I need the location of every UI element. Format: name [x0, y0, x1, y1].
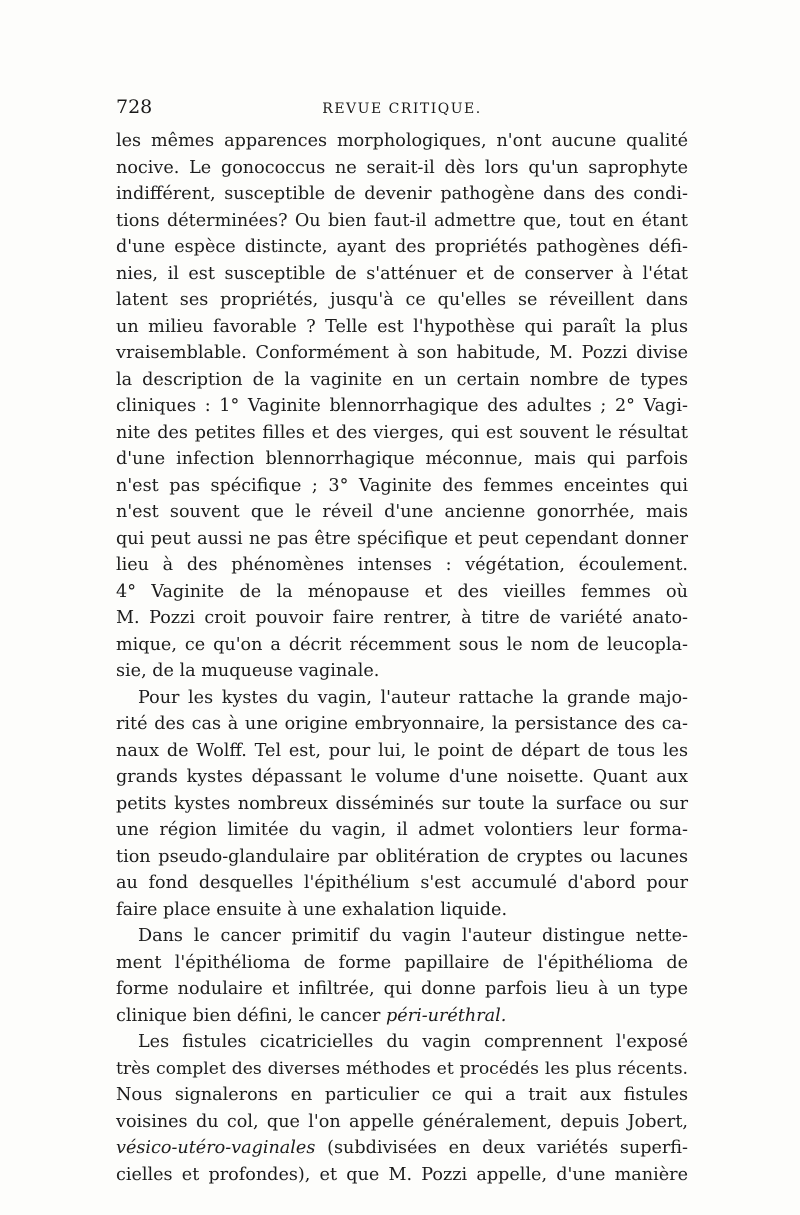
text-line: les mêmes apparences morphologiques, n'ont aucune qualité: [116, 131, 688, 151]
text-line: un milieu favorable ? Telle est l'hypothèse qui paraît la plus: [116, 316, 688, 337]
text-line: [116, 1135, 688, 1162]
text-line: ment l'épithélioma de forme papillaire de l'épithélioma de: [116, 952, 688, 973]
text-line: 4° Vaginite de la ménopause et des vieilles femmes où: [116, 581, 688, 602]
text-line: petits kystes nombreux disséminés sur toute la surface ou sur: [116, 793, 688, 814]
text-line: d'une infection blennorrhagique méconnue, mais qui parfois: [116, 449, 688, 469]
italic-term: péri-uréthral.: [386, 1005, 507, 1026]
text-line: Nous signalerons en particulier ce qui a trait aux fistules: [116, 1085, 688, 1105]
text-line: lieu à des phénomènes intenses : végétation, écoulement.: [116, 555, 688, 575]
text-line: naux de Wolff. Tel est, pour lui, le point de départ de tous les: [116, 740, 688, 761]
text-line: n'est souvent que le réveil d'une ancienne gonorrhée, mais: [116, 502, 688, 522]
text-line: la description de la vaginite en un certain nombre de types: [116, 369, 688, 390]
text-line: rité des cas à une origine embryonnaire, la persistance des ca-: [116, 714, 688, 734]
running-head: [116, 92, 688, 122]
text-line: nocive. Le gonococcus ne serait-il dès lors qu'un saprophyte: [116, 157, 688, 178]
text-line: qui peut aussi ne pas être spécifique et peut cependant donner: [116, 528, 688, 549]
text-line: M. Pozzi croit pouvoir faire rentrer, à titre de variété anato-: [116, 608, 688, 628]
text-line: vraisemblable. Conformément à son habitude, M. Pozzi divise: [116, 343, 688, 363]
journal-title: REVUE CRITIQUE.: [322, 101, 482, 117]
text-line: n'est pas spécifique ; 3° Vaginite des femmes enceintes qui: [116, 475, 688, 496]
text-line: au fond desquelles l'épithélium s'est accumulé d'abord pour: [116, 873, 688, 893]
page-number: 728: [116, 96, 153, 118]
body-text: [116, 128, 688, 1188]
line-text: clinique bien défini, le cancer: [116, 1005, 387, 1026]
text-line: très complet des diverses méthodes et procédés les plus récents.: [116, 1058, 688, 1079]
italic-term: vésico-utéro-vaginales: [116, 1138, 316, 1158]
text-line: cliniques : 1° Vaginite blennorrhagique des adultes ; 2° Vagi-: [116, 396, 688, 416]
paragraph-end-line: [116, 1003, 688, 1030]
paragraph-end-line: faire place ensuite à une exhalation liquide.: [116, 899, 508, 920]
text-line: indifférent, susceptible de devenir pathogène dans des condi-: [116, 184, 688, 204]
text-line: nite des petites filles et des vierges, qui est souvent le résultat: [116, 422, 688, 443]
paragraph-start-line: Les fistules cicatricielles du vagin comprennent l'exposé: [138, 1032, 688, 1052]
paragraph-end-line: sie, de la muqueuse vaginale.: [116, 661, 380, 681]
text-line: forme nodulaire et infiltrée, qui donne parfois lieu à un type: [116, 979, 688, 999]
line-text: (subdivisées en deux variétés superfi-: [315, 1138, 688, 1158]
text-line: voisines du col, que l'on appelle généralement, depuis Jobert,: [116, 1111, 688, 1132]
text-line: tions déterminées? Ou bien faut-il admettre que, tout en étant: [116, 210, 688, 231]
text-line: mique, ce qu'on a décrit récemment sous le nom de leucopla-: [116, 634, 688, 655]
text-line: d'une espèce distincte, ayant des propriétés pathogènes défi-: [116, 237, 688, 257]
text-line: latent ses propriétés, jusqu'à ce qu'elles se réveillent dans: [116, 290, 688, 310]
text-line: une région limitée du vagin, il admet volontiers leur forma-: [116, 820, 688, 840]
text-line: nies, il est susceptible de s'atténuer et de conserver à l'état: [116, 263, 688, 284]
text-line: grands kystes dépassant le volume d'une noisette. Quant aux: [116, 767, 688, 787]
text-line: tion pseudo-glandulaire par oblitération de cryptes ou lacunes: [116, 846, 688, 867]
text-line: cielles et profondes), et que M. Pozzi appelle, d'une manière: [116, 1164, 688, 1185]
paragraph-start-line: Dans le cancer primitif du vagin l'auteur distingue nette-: [138, 926, 688, 946]
paragraph-start-line: Pour les kystes du vagin, l'auteur rattache la grande majo-: [138, 687, 688, 708]
